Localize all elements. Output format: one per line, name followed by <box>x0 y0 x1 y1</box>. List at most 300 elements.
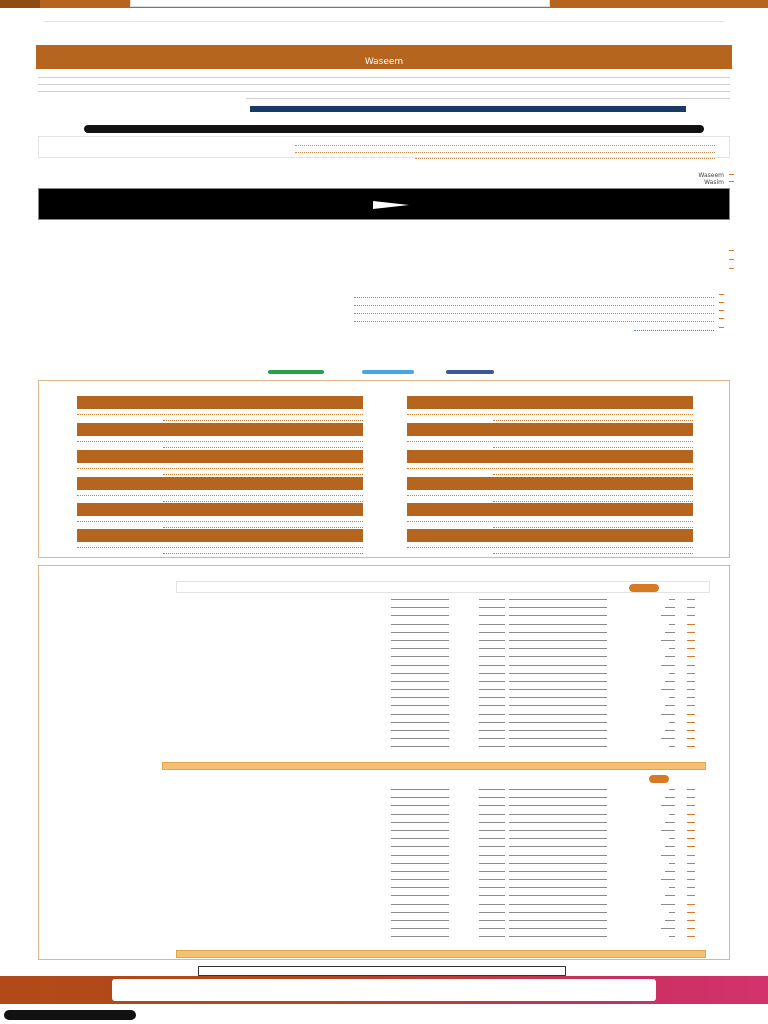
list-item: Wasim <box>524 179 724 185</box>
table-cell <box>533 936 607 937</box>
table-cell <box>661 738 675 739</box>
table-row[interactable] <box>350 909 695 917</box>
name-card-meaning <box>407 491 693 496</box>
table-cell <box>391 615 449 616</box>
table-cell <box>479 689 505 690</box>
table-cell <box>509 789 535 790</box>
name-card[interactable] <box>407 450 693 476</box>
table-cell <box>661 640 675 641</box>
name-card-title[interactable] <box>407 529 693 542</box>
table-cell <box>669 789 675 790</box>
table-cell <box>391 746 449 747</box>
table-row[interactable] <box>350 860 695 868</box>
name-card-meaning <box>77 491 363 496</box>
table-cell <box>669 814 675 815</box>
table-cell <box>391 730 449 731</box>
table-cell <box>479 656 505 657</box>
table-cell <box>533 730 607 731</box>
table-cell <box>509 871 535 872</box>
table-cell <box>509 681 535 682</box>
table-cell <box>669 912 675 913</box>
table-cell <box>533 863 607 864</box>
twitter-icon[interactable] <box>362 370 414 374</box>
table-cell <box>665 871 675 872</box>
table-cell <box>391 738 449 739</box>
breadcrumb[interactable] <box>44 14 724 22</box>
table-cell <box>669 673 675 674</box>
name-description <box>38 72 730 110</box>
table-cell <box>479 722 505 723</box>
table-cell <box>391 846 449 847</box>
table-row[interactable] <box>350 827 695 835</box>
row-marker <box>687 730 695 731</box>
info-row[interactable] <box>295 140 715 146</box>
table-row[interactable] <box>350 686 695 694</box>
table-row[interactable] <box>350 637 695 645</box>
name-banner <box>36 45 732 69</box>
table-row[interactable] <box>350 852 695 860</box>
table-cell <box>391 855 449 856</box>
table-cell <box>661 615 675 616</box>
name-card-title[interactable] <box>407 396 693 409</box>
table-cell <box>533 814 607 815</box>
table-cell <box>533 681 607 682</box>
table-cell <box>509 863 535 864</box>
table-cell <box>661 855 675 856</box>
table-cell <box>391 648 449 649</box>
table-cell <box>509 714 535 715</box>
name-card-meaning <box>407 437 693 442</box>
table-cell <box>391 697 449 698</box>
name-card[interactable] <box>407 477 693 503</box>
table-cell <box>533 665 607 666</box>
list-item <box>664 257 724 263</box>
table-cell <box>391 689 449 690</box>
name-card-title[interactable] <box>407 423 693 436</box>
row-marker <box>687 814 695 815</box>
related-link[interactable] <box>354 308 714 314</box>
table-badge <box>649 775 669 783</box>
table-cell <box>479 615 505 616</box>
name-card-meaning <box>407 464 693 469</box>
name-card[interactable] <box>407 503 693 529</box>
table-row[interactable] <box>350 794 695 802</box>
table-cell <box>665 681 675 682</box>
other-names-panel <box>38 380 730 558</box>
row-marker <box>687 887 695 888</box>
table-cell <box>533 789 607 790</box>
table-row[interactable] <box>350 884 695 892</box>
row-marker <box>687 805 695 806</box>
table-cell <box>479 730 505 731</box>
row-marker <box>687 746 695 747</box>
table-cell <box>391 681 449 682</box>
name-card[interactable] <box>407 529 693 555</box>
table-row[interactable] <box>350 802 695 810</box>
table-row[interactable] <box>350 670 695 678</box>
name-latin: Waseem <box>364 57 404 67</box>
table-cell <box>533 797 607 798</box>
table-cell <box>533 830 607 831</box>
table-cell <box>391 814 449 815</box>
table-row[interactable] <box>350 727 695 735</box>
table-row[interactable] <box>350 819 695 827</box>
table-cell <box>509 730 535 731</box>
table-cell <box>479 904 505 905</box>
table-cell <box>509 632 535 633</box>
table-more-bar[interactable] <box>162 762 706 770</box>
table-cell <box>391 895 449 896</box>
table-row[interactable] <box>350 876 695 884</box>
table-cell <box>391 912 449 913</box>
panel-heading <box>479 383 679 391</box>
table-row[interactable] <box>350 604 695 612</box>
table-cell <box>391 887 449 888</box>
row-marker <box>687 871 695 872</box>
footer-banner[interactable] <box>0 976 768 1004</box>
menu-icon[interactable] <box>0 0 40 8</box>
name-card-title[interactable] <box>77 503 363 516</box>
table-cell <box>479 846 505 847</box>
list-item: Waseem <box>524 172 724 178</box>
table-cell <box>509 607 535 608</box>
table-cell <box>391 920 449 921</box>
row-marker <box>687 599 695 600</box>
table-cell <box>665 846 675 847</box>
name-card[interactable] <box>77 450 363 476</box>
table-cell <box>479 855 505 856</box>
table-cell <box>391 640 449 641</box>
table-cell <box>665 730 675 731</box>
more-link[interactable] <box>634 325 714 331</box>
table-cell <box>509 920 535 921</box>
table-cell <box>509 689 535 690</box>
table-cell <box>391 607 449 608</box>
name-card-meaning <box>77 464 363 469</box>
table-cell <box>665 705 675 706</box>
table-cell <box>533 697 607 698</box>
facebook-icon[interactable] <box>446 370 494 374</box>
table-cell <box>391 863 449 864</box>
table-cell <box>479 830 505 831</box>
table-cell <box>479 838 505 839</box>
row-marker <box>687 673 695 674</box>
name-card[interactable] <box>77 529 363 555</box>
table-cell <box>479 895 505 896</box>
table-cell <box>391 928 449 929</box>
table-cell <box>509 895 535 896</box>
table-cell <box>533 805 607 806</box>
table-row[interactable] <box>350 653 695 661</box>
bottom-action-button[interactable] <box>4 1010 136 1020</box>
table-cell <box>533 705 607 706</box>
table-cell <box>509 846 535 847</box>
table-cell <box>533 846 607 847</box>
name-card-title[interactable] <box>77 423 363 436</box>
ad-banner[interactable] <box>250 106 686 112</box>
table-cell <box>533 689 607 690</box>
page-title <box>44 24 724 42</box>
row-marker <box>687 797 695 798</box>
name-card-meaning <box>407 410 693 415</box>
row-marker <box>687 904 695 905</box>
table-cell <box>479 912 505 913</box>
table-cell <box>533 607 607 608</box>
table-cell <box>665 920 675 921</box>
table-cell <box>533 838 607 839</box>
table-cell <box>509 887 535 888</box>
name-card-title[interactable] <box>407 503 693 516</box>
whatsapp-icon[interactable] <box>268 370 324 374</box>
table-cell <box>479 632 505 633</box>
table-cell <box>509 673 535 674</box>
table-cell <box>479 681 505 682</box>
table-row[interactable] <box>350 694 695 702</box>
row-marker <box>687 738 695 739</box>
table-row[interactable] <box>350 901 695 909</box>
row-marker <box>687 855 695 856</box>
table-row[interactable] <box>350 662 695 670</box>
table-row[interactable] <box>350 621 695 629</box>
table-cell <box>533 871 607 872</box>
table-title <box>176 581 710 593</box>
table-cell <box>391 879 449 880</box>
table-cell <box>479 936 505 937</box>
table-cell <box>661 665 675 666</box>
table-cell <box>533 928 607 929</box>
table-cell <box>533 904 607 905</box>
table-cell <box>479 789 505 790</box>
name-card[interactable] <box>77 477 363 503</box>
name-card-title[interactable] <box>77 529 363 542</box>
table-row[interactable] <box>350 719 695 727</box>
name-card-meaning <box>77 437 363 442</box>
table-cell <box>509 746 535 747</box>
table-cell <box>669 863 675 864</box>
name-card-meaning <box>77 410 363 415</box>
table-row[interactable] <box>350 678 695 686</box>
name-card-title[interactable] <box>77 396 363 409</box>
table-cell <box>509 822 535 823</box>
row-marker <box>687 838 695 839</box>
table-row[interactable] <box>350 917 695 925</box>
table-row[interactable] <box>350 868 695 876</box>
table-cell <box>391 665 449 666</box>
ad-caption <box>200 114 686 120</box>
table-cell <box>479 805 505 806</box>
description-line <box>38 72 730 78</box>
share-buttons <box>250 362 710 376</box>
name-card-title[interactable] <box>407 477 693 490</box>
table-cell <box>665 656 675 657</box>
table-row[interactable] <box>350 735 695 743</box>
row-marker <box>687 632 695 633</box>
video-player[interactable] <box>38 188 730 220</box>
table-cell <box>509 624 535 625</box>
row-marker <box>687 722 695 723</box>
table-cell <box>669 599 675 600</box>
row-marker <box>687 830 695 831</box>
table-cell <box>533 912 607 913</box>
table-cell <box>509 738 535 739</box>
table-row[interactable] <box>350 596 695 604</box>
table-cell <box>391 805 449 806</box>
table-row[interactable] <box>350 925 695 933</box>
table-cell <box>665 797 675 798</box>
table-cell <box>479 697 505 698</box>
table-cell <box>669 936 675 937</box>
table-cell <box>509 855 535 856</box>
search-input[interactable] <box>130 0 550 7</box>
table-cell <box>533 640 607 641</box>
section-title <box>164 273 724 287</box>
audio-player[interactable] <box>84 125 704 133</box>
table-row[interactable] <box>350 811 695 819</box>
table-cell <box>509 599 535 600</box>
section-title <box>124 158 724 172</box>
table-cell <box>391 871 449 872</box>
table-cell <box>479 797 505 798</box>
table-cell <box>509 912 535 913</box>
row-marker <box>687 648 695 649</box>
name-card-title[interactable] <box>77 477 363 490</box>
name-card-meaning <box>407 517 693 522</box>
table-cell <box>661 928 675 929</box>
row-marker <box>687 656 695 657</box>
table-cell <box>669 746 675 747</box>
table-cell <box>479 624 505 625</box>
table-cell <box>479 887 505 888</box>
table-cell <box>479 599 505 600</box>
table-cell <box>391 936 449 937</box>
table-cell <box>533 673 607 674</box>
list-item <box>664 248 724 254</box>
table-cell <box>479 738 505 739</box>
related-link[interactable] <box>354 292 714 298</box>
name-card-title[interactable] <box>77 450 363 463</box>
table-cell <box>479 648 505 649</box>
table-row[interactable] <box>350 645 695 653</box>
table-cell <box>669 838 675 839</box>
bottom-title <box>468 1008 748 1020</box>
table-more-bar[interactable] <box>176 950 706 958</box>
name-card[interactable] <box>407 423 693 449</box>
name-card[interactable] <box>77 423 363 449</box>
banner-line <box>340 983 640 988</box>
name-card-meaning <box>407 543 693 548</box>
table-cell <box>509 814 535 815</box>
play-icon[interactable] <box>373 201 409 209</box>
table-row[interactable] <box>350 612 695 620</box>
table-cell <box>509 697 535 698</box>
name-card-title[interactable] <box>407 450 693 463</box>
row-marker <box>687 665 695 666</box>
table-cell <box>391 822 449 823</box>
name-table <box>350 596 695 752</box>
table-row[interactable] <box>350 711 695 719</box>
table-row[interactable] <box>350 743 695 751</box>
table-cell <box>509 797 535 798</box>
table-cell <box>509 705 535 706</box>
table-row[interactable] <box>350 786 695 794</box>
related-link[interactable] <box>354 316 714 322</box>
video-time <box>59 213 79 218</box>
table-cell <box>665 895 675 896</box>
table-row[interactable] <box>350 835 695 843</box>
table-cell <box>479 705 505 706</box>
table-cell <box>391 624 449 625</box>
info-box <box>38 136 730 158</box>
table-cell <box>509 665 535 666</box>
name-card-meaning <box>77 517 363 522</box>
table-cell <box>533 920 607 921</box>
table-badge <box>629 584 659 592</box>
table-cell <box>479 673 505 674</box>
table-cell <box>479 928 505 929</box>
table-cell <box>391 599 449 600</box>
row-marker <box>687 895 695 896</box>
table-row[interactable] <box>350 933 695 941</box>
table-cell <box>665 822 675 823</box>
table-cell <box>669 648 675 649</box>
description-line <box>246 93 730 99</box>
row-marker <box>687 912 695 913</box>
site-logo[interactable] <box>690 0 760 8</box>
related-link[interactable] <box>354 300 714 306</box>
name-card[interactable] <box>407 396 693 422</box>
table-row[interactable] <box>350 892 695 900</box>
table-cell <box>533 599 607 600</box>
table-cell <box>533 895 607 896</box>
name-card[interactable] <box>77 503 363 529</box>
table-cell <box>509 656 535 657</box>
table-cell <box>669 624 675 625</box>
row-marker <box>687 920 695 921</box>
table-cell <box>661 805 675 806</box>
table-row[interactable] <box>350 843 695 851</box>
row-marker <box>687 879 695 880</box>
row-marker <box>687 607 695 608</box>
table-cell <box>391 830 449 831</box>
table-cell <box>479 879 505 880</box>
banner-link[interactable] <box>212 997 272 1002</box>
table-row[interactable] <box>350 702 695 710</box>
banner-card[interactable] <box>112 979 656 1001</box>
table-cell <box>391 705 449 706</box>
panel-heading <box>169 567 689 575</box>
table-cell <box>509 928 535 929</box>
name-card[interactable] <box>77 396 363 422</box>
footer-button[interactable] <box>198 966 566 976</box>
table-cell <box>661 714 675 715</box>
row-marker <box>687 822 695 823</box>
table-cell <box>479 640 505 641</box>
table-cell <box>509 904 535 905</box>
row-marker <box>687 640 695 641</box>
table-cell <box>479 871 505 872</box>
row-marker <box>687 624 695 625</box>
table-row[interactable] <box>350 629 695 637</box>
read-more-link[interactable] <box>44 101 92 107</box>
table-cell <box>391 904 449 905</box>
table-cell <box>509 879 535 880</box>
table-cell <box>533 632 607 633</box>
table-cell <box>509 805 535 806</box>
description-line <box>38 79 730 85</box>
section-subtitle <box>304 234 724 248</box>
table-cell <box>533 624 607 625</box>
table-cell <box>391 722 449 723</box>
